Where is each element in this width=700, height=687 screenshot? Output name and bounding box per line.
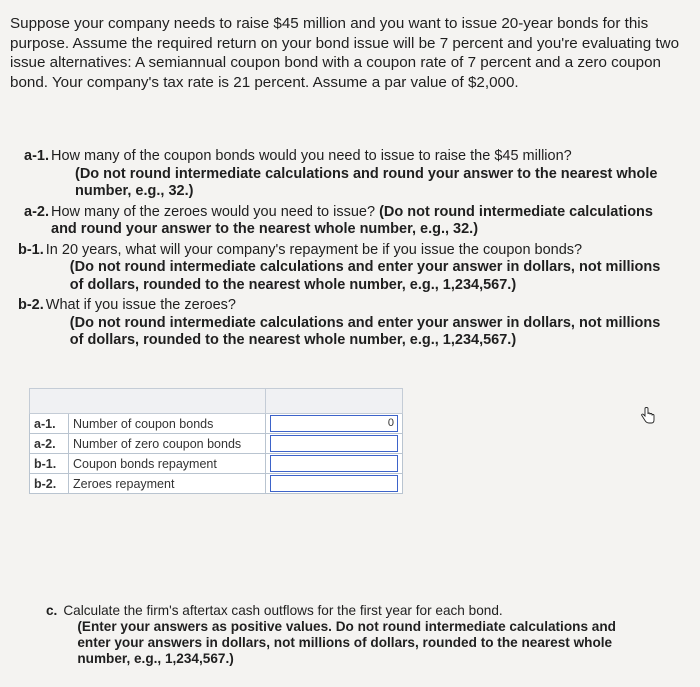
question-text: How many of the coupon bonds would you need to issue to raise the $45 million? [51, 148, 572, 164]
problem-statement: Suppose your company needs to raise $45 million and you want to issue 20-year bonds for this purpose. Assume the required return on your bond issue will be 7 percent and you're evaluating two issue alternatives: A semiannual coupon bond with a coupon rate of 7 percent and a zero coupon bond. Your company's tax rate is 21 percent. Assume a par value of $2,000. [10, 15, 680, 91]
question-note: (Enter your answers as positive values. Do not round intermediate calculations and enter your answers in dollars, not millions of dollars, rounded to the nearest whole number, e.g., 1,234,567.) [77, 619, 616, 666]
question-a2 [24, 204, 664, 239]
row-label: b-1. [30, 454, 69, 474]
table-row [30, 474, 403, 494]
zeroes-repayment-input[interactable] [270, 475, 398, 492]
question-label: a-1. [24, 148, 49, 164]
question-note: (Do not round intermediate calculations and enter your answer in dollars, not millions of dollars, rounded to the nearest whole number, e.g., 1,234,567.) [69, 314, 661, 348]
question-c [46, 603, 636, 667]
coupon-bonds-repayment-input[interactable] [270, 455, 398, 472]
question-a1 [24, 148, 664, 201]
question-note: (Do not round intermediate calculations and round your answer to the nearest whole number, e.g., 32.) [51, 203, 653, 237]
question-text: In 20 years, what will your company's repayment be if you issue the coupon bonds? [45, 241, 583, 258]
table-row [30, 454, 403, 474]
row-label: a-2. [30, 434, 69, 454]
question-list [18, 148, 664, 353]
row-label: b-2. [30, 474, 69, 494]
row-description: Coupon bonds repayment [69, 454, 266, 474]
question-text: What if you issue the zeroes? [45, 297, 236, 313]
question-label: b-2. [18, 297, 44, 313]
question-text: How many of the zeroes would you need to issue? [51, 203, 376, 220]
question-note: (Do not round intermediate calculations and round your answer to the nearest whole number, e.g., 32.) [75, 165, 658, 199]
table-row [30, 414, 403, 434]
question-label: a-2. [24, 203, 49, 220]
row-label: a-1. [30, 414, 69, 434]
question-b2 [18, 297, 664, 350]
zero-coupon-bonds-count-input[interactable] [270, 435, 398, 452]
table-header-row [30, 389, 403, 414]
table-row [30, 434, 403, 454]
question-label: b-1. [18, 241, 44, 258]
row-description: Number of coupon bonds [69, 414, 266, 434]
row-description: Zeroes repayment [69, 474, 266, 494]
hand-pointer-icon [640, 407, 656, 425]
question-text: Calculate the firm's aftertax cash outflows for the first year for each bond. [63, 603, 503, 618]
question-b1 [18, 242, 664, 295]
coupon-bonds-count-input[interactable]: 0 [270, 415, 398, 432]
answer-table [29, 388, 403, 494]
row-description: Number of zero coupon bonds [69, 434, 266, 454]
question-note: (Do not round intermediate calculations and enter your answer in dollars, not millions of dollars, rounded to the nearest whole number, e.g., 1,234,567.) [69, 259, 661, 293]
question-label: c. [46, 603, 58, 618]
